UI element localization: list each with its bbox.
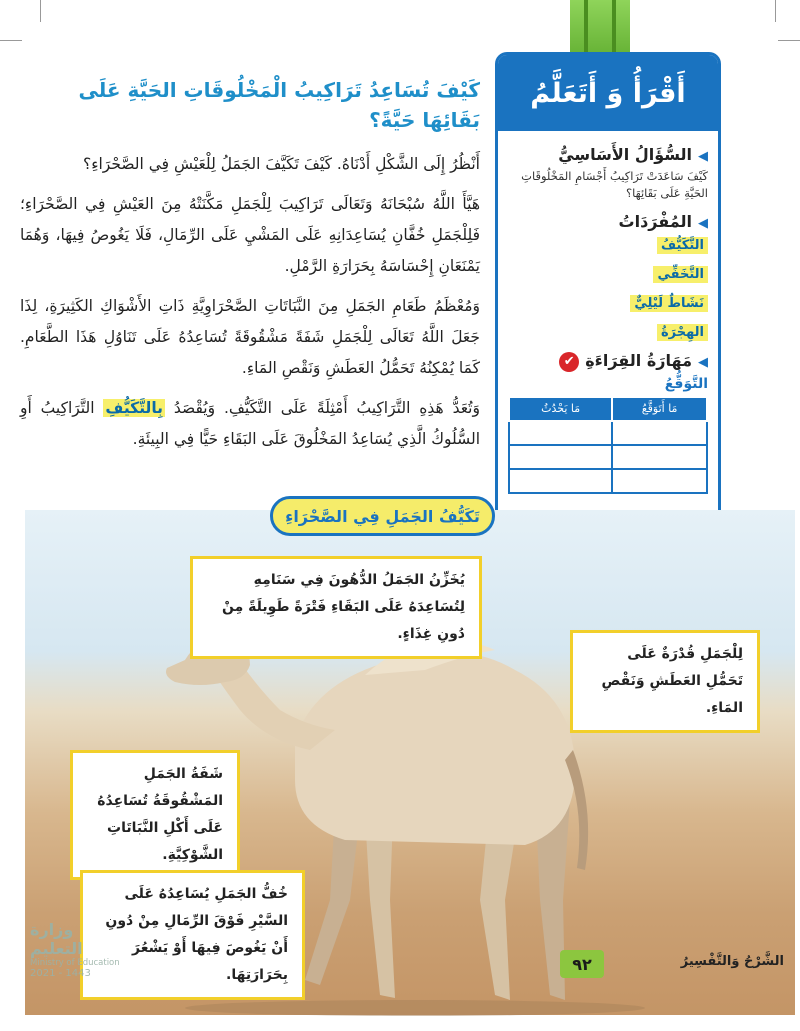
page-footer <box>560 950 790 980</box>
crop-mark <box>775 0 776 22</box>
triangle-icon: ◀ <box>698 149 708 164</box>
ministry-watermark <box>30 920 120 979</box>
table-header: مَا أَتَوَقَّعُ <box>612 397 707 421</box>
figure-banner: تَكَيُّفُ الجَمَلِ فِي الصَّحْرَاءِ <box>270 496 495 536</box>
vocab-item: التَّخَفِّي <box>653 266 708 283</box>
prediction-table <box>508 396 708 494</box>
caption-thirst: لِلْجَمَلِ قُدْرَةٌ عَلَى تَحَمُّلِ العَطَشِ وَنَقْصِ المَاءِ. <box>570 630 760 733</box>
crop-mark <box>778 40 800 41</box>
table-cell[interactable] <box>612 469 707 493</box>
crop-mark <box>40 0 41 22</box>
table-cell[interactable] <box>612 445 707 469</box>
caption-foot: خُفُّ الجَمَلِ يُسَاعِدُهُ عَلَى السَّيْرِ فَوْقَ الرِّمَالِ مِنْ دُونِ أَنْ يَغُوصَ فِيهَا أَوْ يَشْعُرَ بِحَرَارَتِهَا. <box>80 870 305 1000</box>
section-label: الشَّرْحُ وَالتَّفْسِيرُ <box>680 954 784 969</box>
article-title: كَيْفَ تُسَاعِدُ تَرَاكِيبُ الْمَخْلُوقَاتِ الحَيَّةِ عَلَى بَقَائِهَا حَيَّةً؟ <box>78 78 480 132</box>
vocab-item: نَشَاطٌ لَيْلِيٌّ <box>630 295 708 312</box>
watermark-english: Ministry of Education <box>30 958 120 968</box>
essential-question-heading <box>508 145 708 164</box>
paragraph-4-start: وَتُعَدُّ هَذِهِ التَّرَاكِيبُ أَمْثِلَةً عَلَى التَّكَيُّفِ. وَيُقْصَدُ <box>164 399 480 417</box>
reading-skill-name: التَّوَقُّعُ <box>664 375 708 392</box>
table-cell[interactable] <box>612 421 707 445</box>
article-paragraph-2: هَيَّأَ اللَّهُ سُبْحَانَهُ وَتَعَالَى تَرَاكِيبَ لِلْجَمَلِ مَكَّنَتْهُ مِنَ العَيْشِ فِي الصَّحْرَاءِ؛ فَلِلْجَمَلِ خُفَّانِ يُسَاعِدَانِهِ عَلَى المَشْيِ عَلَى الرِّمَالِ، فَلَا يَغُوصُ فِيهَا، وَهُمَا يَمْنَعَانِ إِحْسَاسَهُ بِحَرَارَةِ الرَّمْلِ. <box>20 195 480 275</box>
vocabulary-heading <box>508 212 708 231</box>
vocabulary-list <box>508 237 708 341</box>
panel-title: أَقْرَأُ وَ أَتَعَلَّمُ <box>498 55 718 131</box>
table-header: مَا يَحْدُثُ <box>509 397 612 421</box>
vocab-item: التَّكَيُّفُ <box>657 237 708 254</box>
essential-question-heading-text: السُّؤَالُ الأَسَاسِيُّ <box>558 145 692 164</box>
main-article <box>20 75 480 464</box>
watermark-arabic: وزارة التعليم <box>30 920 83 958</box>
check-icon: ✔ <box>559 352 579 372</box>
article-paragraph-1: أَنْظُرُ إِلَى الشَّكْلِ أَدْنَاهُ. كَيْفَ تَكَيَّفَ الجَمَلُ لِلْعَيْشِ فِي الصَّحْرَاءِ؟ <box>82 155 480 173</box>
table-cell[interactable] <box>509 445 612 469</box>
caption-hump: يُخَزِّنُ الجَمَلُ الدُّهُونَ فِي سَنَامِهِ لِتُسَاعِدَهُ عَلَى البَقَاءِ فَتْرَةً طَوِيلَةً مِنْ دُونِ غِذَاءٍ. <box>190 556 482 659</box>
table-cell[interactable] <box>509 421 612 445</box>
vocabulary-heading-text: المُفْرَدَاتُ <box>618 212 692 231</box>
reading-skill-heading-text: مَهَارَةُ القِرَاءَةِ <box>585 351 692 370</box>
caption-split-lip: شَفَةُ الجَمَلِ المَشْقُوقَةُ تُسَاعِدُهُ عَلَى أَكْلِ النَّبَاتَاتِ الشَّوْكِيَّةِ. <box>70 750 240 880</box>
triangle-icon: ◀ <box>698 355 708 370</box>
page-number: ٩٢ <box>560 950 604 978</box>
essential-question: كَيْفَ سَاعَدَتْ تَرَاكِيبُ أَجْسَامِ المَخْلُوقَاتِ الحَيَّةِ عَلَى بَقَائِهَا؟ <box>521 169 708 200</box>
article-paragraph-3: وَمُعْظَمُ طَعَامِ الجَمَلِ مِنَ النَّبَاتَاتِ الصَّحْرَاوِيَّةِ ذَاتِ الأَشْوَاكِ الكَثِيرَةِ، لِذَا جَعَلَ اللَّهُ تَعَالَى لِلْجَمَلِ شَفَةً مَشْقُوقَةً تُسَاعِدُهُ عَلَى تَنَاوُلِ هَذَا الطَّعَامِ. كَمَا يُمْكِنُهُ تَحَمُّلُ العَطَشِ وَنَقْصِ المَاءِ. <box>20 297 480 377</box>
table-cell[interactable] <box>509 469 612 493</box>
read-and-learn-panel <box>495 52 721 572</box>
adaptation-term: بِالتَّكَيُّفِ <box>105 399 163 417</box>
triangle-icon: ◀ <box>698 216 708 231</box>
watermark-year: 2021 - 1443 <box>30 968 91 979</box>
vocab-item: الهِجْرَةُ <box>657 324 708 341</box>
article-paragraph-4 <box>20 393 480 455</box>
crop-mark <box>0 40 22 41</box>
reading-skill-heading <box>508 351 708 372</box>
paragraph-4-end: التَّرَاكِيبُ أَوِ السُّلُوكُ الَّذِي يُسَاعِدُ المَخْلُوقَ عَلَى البَقَاءِ حَيًّا فِي البِيئَةِ. <box>20 399 480 448</box>
